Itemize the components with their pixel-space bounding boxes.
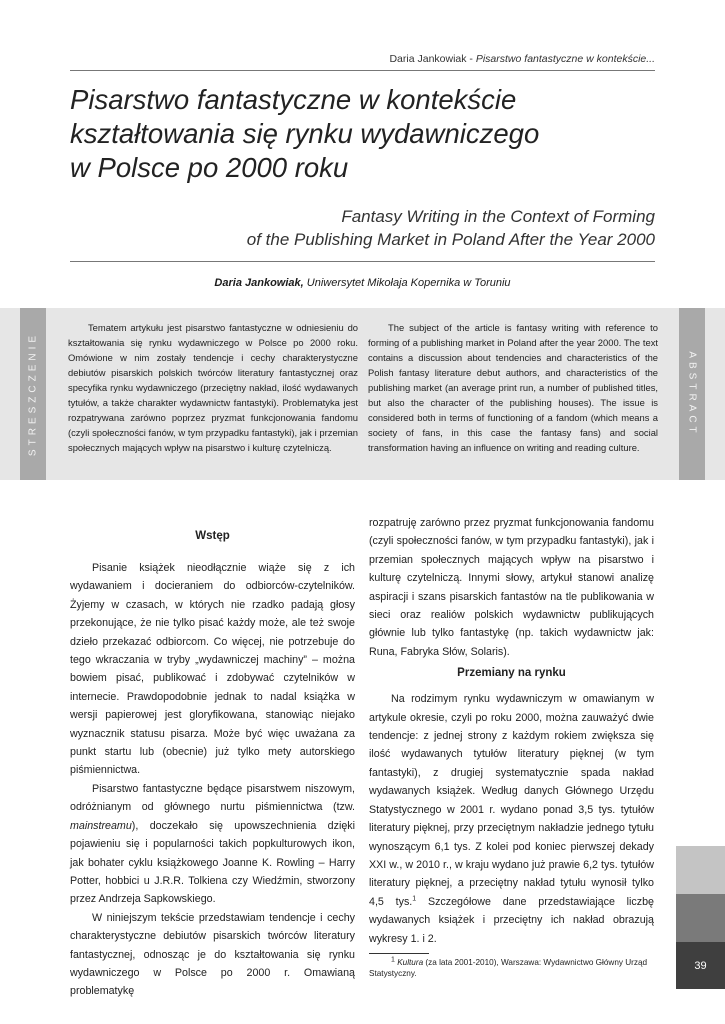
footnote-source-details: (za lata 2001-2010), Warszawa: Wydawnictwo Główny Urząd Statystyczny. <box>369 957 648 978</box>
title-line-2: kształtowania się rynku wydawniczego <box>70 118 540 149</box>
subtitle-line-1: Fantasy Writing in the Context of Forming <box>341 207 655 226</box>
paragraph-4: rozpatruję zarówno przez pryzmat funkcjonowania fandomu (czyli społeczności fanów, w tym przypadku fantastyki), jak i przemian społecznych mających wpływ na pisarstwo i kulturę czytelniczą. Innymi słowy, artykuł stanowi analizę aspiracji i szans pisarskich fantastów na tle publikowania w sieci oraz realiów polskich wydawnictw publikujących głównie lub tylko fantastykę (np. takich wydawnictw jak: Runa, Fabryka Słów, Solaris). <box>369 517 654 658</box>
body-column-left <box>70 527 355 1001</box>
paragraph-3: W niniejszym tekście przedstawiam tendencje i cechy charakterystyczne debiutów pisarskich twórców literatury fantastycznej, odnosząc je do kształtowania się rynku wydawniczego w Polsce po 2000 r. Omawianą problematykę <box>70 911 355 998</box>
running-head-author: Daria Jankowiak - <box>389 53 476 65</box>
footnote-1 <box>369 957 654 979</box>
footnote-number: 1 <box>391 956 395 964</box>
paragraph-5 <box>369 690 654 948</box>
abstract-label-en: ABSTRACT <box>686 351 698 437</box>
paragraph-5-main: Na rodzimym rynku wydawniczym w omawianym w artykule okresie, czyli po roku 2000, można zauważyć dwie tendencje: z jednej strony z każdym rokiem zwiększa się ilość wydawanych tytułów literatury pięknej (w tym fantastyki), z drugiej systematycznie spada nakład wydawanych książek. Według danych Głównego Urzędu Statystycznego w 2001 r. wydano ponad 3,5 tys. tytułów literatury pięknej, przy przeciętnym nakładzie jednego tytułu wynoszącym 6,1 tys. Z kolei pod koniec pierwszej dekady XXI w., w 2010 r., w kraju wydano już prawie 6,2 tys. tytułów literatury pięknej, a przeciętny nakład tytułu wynosił tylko 4,5 tys. <box>369 693 654 908</box>
abstract-band <box>0 308 725 480</box>
page-number: 39 <box>694 959 707 972</box>
corner-bar-light <box>676 846 725 894</box>
abstract-text-pl: Tematem artykułu jest pisarstwo fantastyczne w odniesieniu do kształtowania się rynku wydawniczego w Polsce po 2000 roku. Omówione w nim zostały tendencje i cechy charakterystyczne debiutów pisarskich polskich twórców literatury fantastycznej oraz specyfika rynku wydawniczego (przeciętny nakład, ilość wydawanych tytułów, a także charakter wydawnictw fantastyki). Problematyka jest rozpatrywana zarówno poprzez pryzmat funkcjonowania fandomu (czyli społeczności fanów, w tym przypadku fantastyki), jak i przemian społecznych mających wpływ na pisarstwo i kulturę czytelniczą. <box>68 322 358 453</box>
abstract-label-tab-en <box>679 308 705 480</box>
running-head <box>389 53 655 65</box>
footnote-ref[interactable]: 1 <box>412 895 417 903</box>
running-head-title: Pisarstwo fantastyczne w kontekście... <box>475 53 655 65</box>
author-line <box>70 277 655 289</box>
english-title <box>100 205 655 251</box>
title-line-3: w Polsce po 2000 roku <box>70 152 349 183</box>
abstract-label-pl: STRESZCZENIE <box>27 331 39 457</box>
article-title <box>70 83 660 185</box>
title-line-1: Pisarstwo fantastyczne w kontekście <box>70 84 517 115</box>
paragraph-5-end: Szczegółowe dane przedstawiające liczbę wydawanych książek i przeciętny ich nakład obrazują wykresy 1. i 2. <box>369 895 654 945</box>
heading-intro: Wstęp <box>195 530 230 542</box>
abstract-text-en: The subject of the article is fantasy writing with reference to forming of a publishing market in Poland after the year 2000. The text contains a discussion about tendencies and characteristics of the Polish fantasy literature debut authors, and characteristics of the publishing market (an average print run, a number of published titles, but also the character of the publishing houses). The issue is considered both in terms of functioning of a fandom (which means a society of fans, in this case the fantasy fans) and social transformation having an influence on writing and reading culture. <box>368 322 658 453</box>
corner-bar-mid <box>676 894 725 942</box>
author-name: Daria Jankowiak, <box>214 277 304 289</box>
body-column-right <box>369 514 654 979</box>
header-rule <box>70 70 655 71</box>
paragraph-1: Pisanie książek nieodłącznie wiąże się z ich wydawaniem i docieraniem do odbiorców-czytelników. Żyjemy w czasach, w których nie rzadko padają głosy przekonujące, że nie tylko pisać każdy może, ale też swoje dzieło przekazać odbiorcom. Co więcej, nie potrzebuje do tego wkraczania w tryby „wydawniczej machiny” – można bowiem pisać, publikować i zdobywać czytelników w internecie. Prawdopodobnie jednak to nadal książka w wersji papierowej jest gloryfikowana, stanowiąc niejako wyznacznik statusu pisarza. Może być więc uważana za punkt startu lub (obecnie) już tylko mety autorskiego piśmiennictwa. <box>70 562 355 777</box>
paragraph-2 <box>70 780 355 909</box>
footnote-rule <box>369 953 429 954</box>
paragraph-2-part-a: Pisarstwo fantastyczne będące pisarstwem niszowym, odróżnianym od głównego nurtu piśmiennictwa (tzw. <box>70 782 355 814</box>
title-rule <box>70 261 655 262</box>
paragraph-2-part-b: ), doczekało się upowszechnienia dzięki pojawieniu się i popularności takich popkulturowych ikon, jak bohater cyklu książkowego Joanne K. Rowling – Harry Potter, hobbici u J.R.R. Tolkiena czy Wiedźmin, stworzony przez Andrzeja Sapkowskiego. <box>70 819 355 906</box>
mainstream-term: mainstreamu <box>70 819 132 832</box>
abstract-label-tab-pl <box>20 308 46 480</box>
footnote-source-title: Kultura <box>397 957 424 967</box>
subtitle-line-2: of the Publishing Market in Poland After the Year 2000 <box>246 230 655 249</box>
heading-changes: Przemiany na rynku <box>457 667 566 680</box>
author-affiliation: Uniwersytet Mikołaja Kopernika w Toruniu <box>303 277 511 289</box>
